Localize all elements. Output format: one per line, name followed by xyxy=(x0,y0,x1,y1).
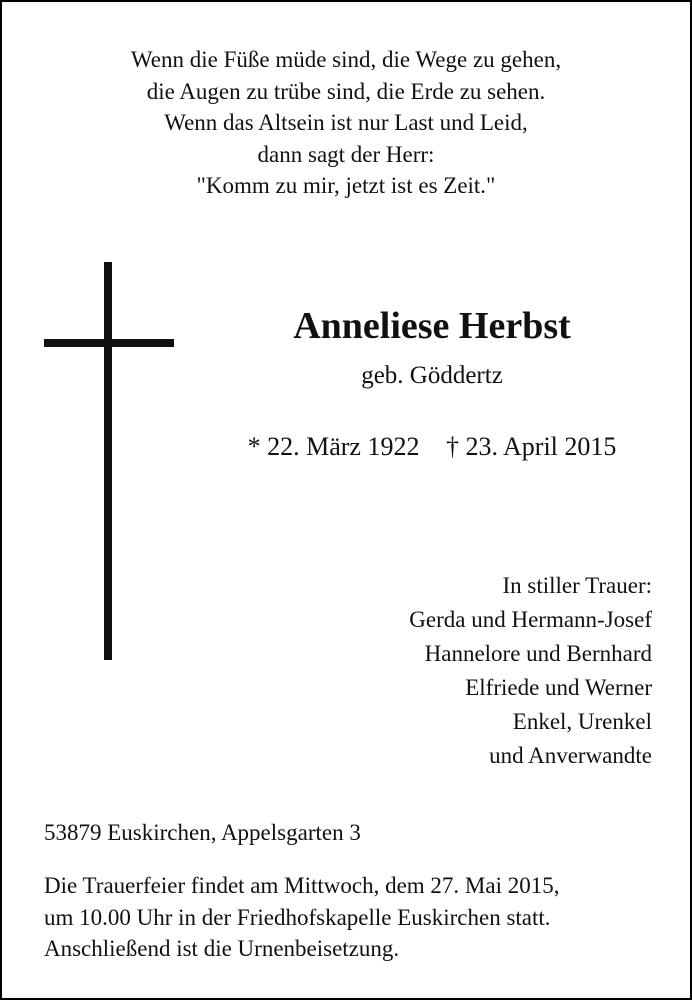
life-dates xyxy=(202,432,662,462)
service-line: Anschließend ist die Urnenbeisetzung. xyxy=(44,936,400,961)
mourner-line: Hannelore und Bernhard xyxy=(424,641,652,666)
poem-line: "Komm zu mir, jetzt ist es Zeit." xyxy=(196,173,496,198)
address: 53879 Euskirchen, Appelsgarten 3 xyxy=(44,820,361,845)
service-info xyxy=(44,870,559,965)
maiden-name: geb. Göddertz xyxy=(361,362,503,389)
poem-line: Wenn die Füße müde sind, die Wege zu gehen, xyxy=(130,47,562,72)
poem xyxy=(2,44,690,202)
mourner-line: und Anverwandte xyxy=(489,743,652,768)
poem-line: Wenn das Altsein ist nur Last und Leid, xyxy=(164,110,528,135)
service-line: um 10.00 Uhr in der Friedhofskapelle Euskirchen statt. xyxy=(44,904,551,930)
mourners-list xyxy=(409,569,652,773)
mourners-heading: In stiller Trauer: xyxy=(502,573,652,598)
birth-date: * 22. März 1922 xyxy=(247,432,420,461)
poem-line: die Augen zu trübe sind, die Erde zu sehen. xyxy=(146,78,546,104)
mourner-line: Enkel, Urenkel xyxy=(512,709,652,734)
deceased-name: Anneliese Herbst xyxy=(293,305,571,347)
mourner-line: Gerda und Hermann-Josef xyxy=(409,607,652,632)
service-line: Die Trauerfeier findet am Mittwoch, dem 27. Mai 2015, xyxy=(44,873,560,898)
cross-horizontal-bar xyxy=(44,339,174,347)
mourner-line: Elfriede und Werner xyxy=(465,675,652,700)
death-date: † 23. April 2015 xyxy=(445,432,617,461)
cross-vertical-bar xyxy=(104,262,112,660)
poem-line: dann sagt der Herr: xyxy=(257,141,435,167)
